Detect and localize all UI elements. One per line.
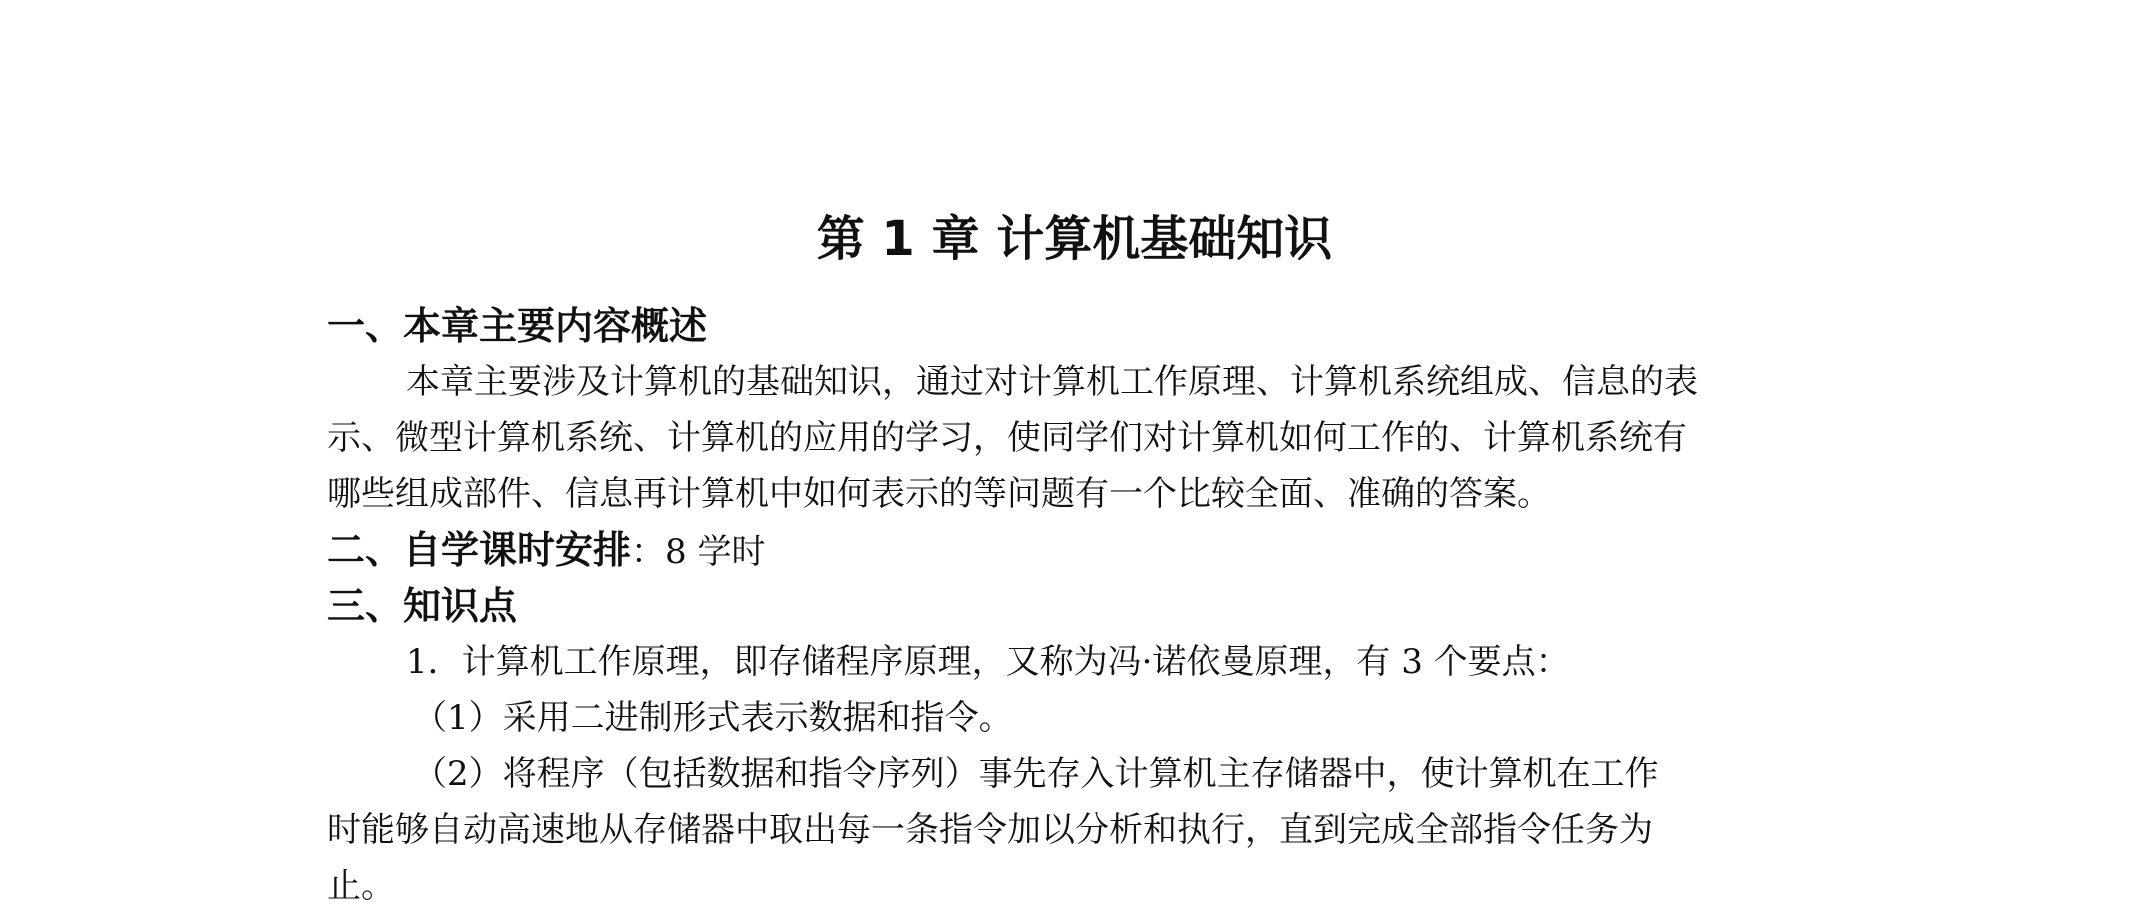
knowledge-point-2-line-1: （2）将程序（包括数据和指令序列）事先存入计算机主存储器中，使计算机在工作 (413, 754, 1659, 794)
knowledge-point-1: （1）采用二进制形式表示数据和指令。 (413, 698, 1013, 738)
overview-line-1: 本章主要涉及计算机的基础知识，通过对计算机工作原理、计算机系统组成、信息的表 (406, 362, 1698, 402)
document-body (327, 298, 1827, 914)
schedule-separator: ： (631, 532, 666, 572)
section-heading-overview: 一、本章主要内容概述 (327, 304, 708, 348)
schedule-hours: 8 学时 (665, 532, 766, 572)
knowledge-point-2-line-3: 止。 (327, 866, 395, 906)
overview-line-3: 哪些组成部件、信息再计算机中如何表示的等问题有一个比较全面、准确的答案。 (327, 474, 1551, 514)
section-heading-schedule-line (327, 522, 1827, 578)
knowledge-point-2-line-2: 时能够自动高速地从存储器中取出每一条指令加以分析和执行，直到完成全部指令任务为 (327, 810, 1653, 850)
chapter-title: 第 1 章 计算机基础知识 (816, 211, 1333, 267)
section-heading-knowledge: 三、知识点 (327, 584, 518, 628)
overview-line-2: 示、微型计算机系统、计算机的应用的学习，使同学们对计算机如何工作的、计算机系统有 (327, 418, 1687, 458)
section-heading-schedule: 二、自学课时安排 (327, 528, 632, 572)
knowledge-item-1: 1．计算机工作原理，即存储程序原理，又称为冯·诺依曼原理，有 3 个要点： (406, 642, 1570, 682)
